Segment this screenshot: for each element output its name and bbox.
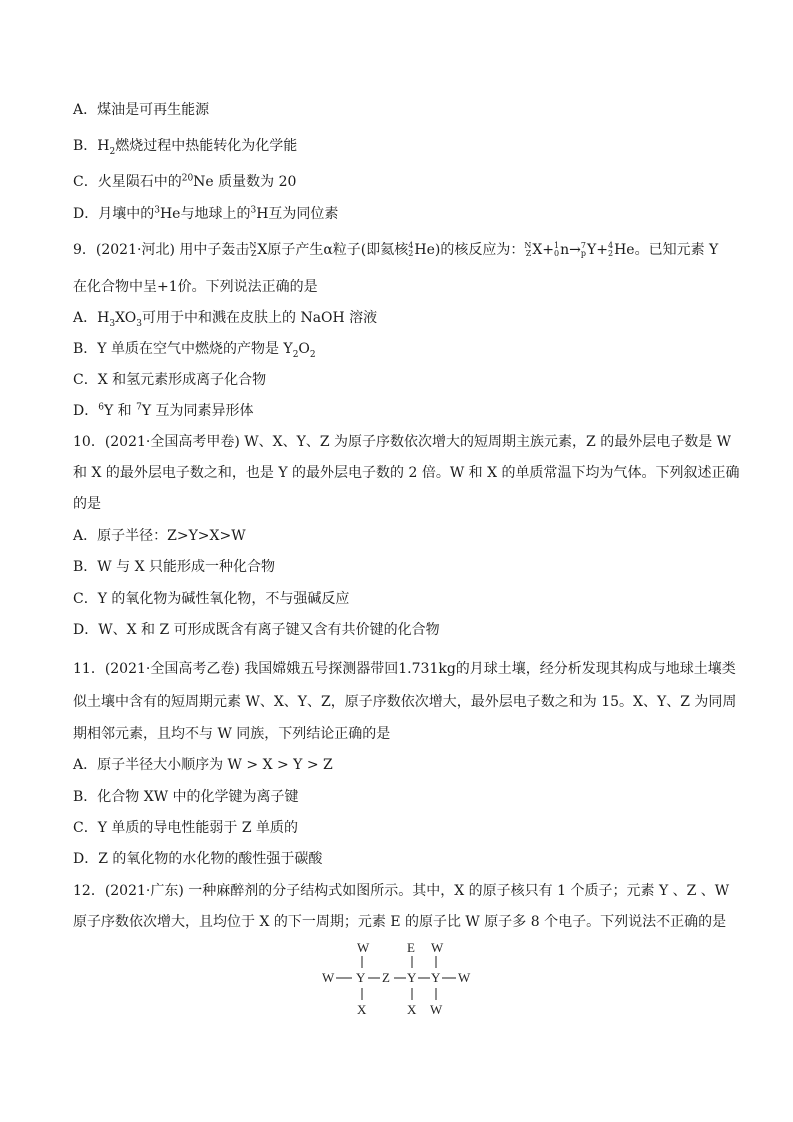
q11-option-a [73, 756, 333, 774]
q9-stem3: )的核反应为： [434, 242, 525, 258]
q9-b-sub1: 2 [292, 349, 299, 360]
q8-d-rest: 互为同位素 [268, 206, 339, 222]
q9-rx-sym: X+ [532, 242, 555, 258]
q8-b-rest: 燃烧过程中热能转化为化学能 [115, 138, 298, 154]
atom-top-w2: W [431, 940, 444, 955]
q9-stem5: 在化合物中呈+1价。下列说法正确的是 [73, 279, 318, 295]
q9-nuc1-sym: X [257, 242, 268, 258]
q8-d-mid: 与地球上的 [180, 206, 251, 222]
q8-b-prefix: B．H [73, 138, 110, 154]
q9-c-text: C．X 和氢元素形成离子化合物 [73, 372, 267, 388]
q10-stem-line2 [73, 464, 740, 482]
q10-d-text: D．W、X 和 Z 可形成既含有离子键又含有共价键的化合物 [73, 622, 440, 638]
q8-c-sym: Ne [193, 174, 214, 190]
q10-stem2: 和 X 的最外层电子数之和，也是 Y 的最外层电子数的 2 倍。W 和 X 的单质常温下均为气体。下列叙述正确 [73, 465, 740, 481]
q8-c-rest: 质量数为 20 [218, 174, 297, 190]
q9-stem-line2 [73, 278, 318, 296]
q9-stem2: 原子产生α粒子(即氦核 [267, 242, 409, 258]
q9-r-y [581, 242, 586, 258]
q9-d-sup2: 7 [136, 402, 142, 413]
q10-stem-line3 [73, 495, 101, 513]
q9-a-sub1: 3 [109, 318, 116, 329]
q9-option-b [73, 340, 316, 358]
q11-stem-line2 [73, 693, 736, 711]
q9-nuclide-he [408, 242, 413, 258]
q8-option-c [73, 173, 296, 191]
q8-d-sym1: He [159, 206, 181, 222]
atom-y1: Y [356, 970, 366, 985]
q11-option-d [73, 850, 322, 868]
q9-b-sub2: 2 [309, 349, 316, 360]
q11-stem1: 11．(2021·全国高考乙卷) 我国嫦娥五号探测器带回1.731kg的月球土壤，经分析发现其构成与地球土壤类 [73, 661, 736, 677]
q10-a-text: A．原子半径：Z>Y>X>W [73, 528, 246, 544]
molecular-structure-diagram [320, 938, 480, 1018]
q10-option-b [73, 558, 275, 576]
q9-ry-top: 7 [580, 241, 586, 250]
atom-top-w1: W [357, 940, 370, 955]
q9-nuclide-x [249, 242, 256, 258]
q10-c-text: C．Y 的氧化物为碱性氧化物，不与强碱反应 [73, 591, 350, 607]
q11-option-c [73, 819, 298, 837]
atom-y2: Y [407, 970, 417, 985]
q11-stem-line3 [73, 725, 390, 743]
q9-rn-sym: n→ [560, 242, 581, 258]
atom-w-right: W [458, 970, 471, 985]
q9-a-mid: XO [115, 310, 137, 326]
q9-stem-line1 [73, 241, 718, 259]
q9-b-mid: O [298, 341, 310, 357]
q9-b-prefix: B．Y 单质在空气中燃烧的产物是 Y [73, 341, 293, 357]
q9-nuc1-top: N [249, 241, 257, 250]
q9-option-c [73, 371, 266, 389]
q9-option-d [73, 402, 254, 420]
q12-stem-line2 [73, 913, 726, 931]
q9-rn-bot: 0 [554, 249, 560, 258]
q9-a-rest: 可用于中和溅在皮肤上的 NaOH 溶液 [142, 310, 378, 326]
q8-b-sub: 2 [109, 146, 116, 157]
q10-stem3: 的是 [73, 496, 101, 512]
q9-stem4: 。已知元素 Y [634, 242, 719, 258]
q12-stem1: 12．(2021·广东) 一种麻醉剂的分子结构式如图所示。其中，X 的原子核只有 1 个质子；元素 Y 、Z 、W [73, 883, 730, 899]
q8-option-d [73, 205, 338, 223]
q9-option-a [73, 309, 377, 327]
q10-option-d [73, 621, 440, 639]
q11-stem2: 似土壤中含有的短周期元素 W、X、Y、Z，原子序数依次增大，最外层电子数之和为 15。X、Y、Z 为同周 [73, 694, 737, 710]
q10-stem-line1 [73, 433, 731, 451]
q11-stem3: 期相邻元素，且均不与 W 同族，下列结论正确的是 [73, 726, 391, 742]
q9-rhe-sym: He [614, 242, 635, 258]
q9-r-he [608, 242, 613, 258]
q9-d-sup1: 6 [98, 402, 104, 413]
q10-option-a [73, 527, 246, 545]
q9-rn-top: 1 [554, 241, 560, 250]
q9-d-mid: Y 和 [103, 403, 137, 419]
q9-a-prefix: A．H [73, 310, 110, 326]
atom-top-e: E [407, 940, 415, 955]
q8-option-a-text: A．煤油是可再生能源 [73, 102, 210, 118]
q12-stem-line1 [73, 882, 729, 900]
q9-he-bot: 2 [408, 249, 414, 258]
q9-he-top: 4 [408, 241, 414, 250]
q11-b-text: B．化合物 XW 中的化学键为离子键 [73, 789, 299, 805]
q11-c-text: C．Y 单质的导电性能弱于 Z 单质的 [73, 820, 299, 836]
q11-a-text: A．原子半径大小顺序为 W > X > Y > Z [73, 757, 333, 773]
q11-d-text: D．Z 的氧化物的水化物的酸性强于碳酸 [73, 851, 323, 867]
q8-d-sup2: 3 [250, 205, 257, 216]
q9-d-prefix: D． [73, 403, 99, 419]
q8-option-a [73, 101, 209, 119]
q8-d-prefix: D．月壤中的 [73, 206, 155, 222]
q8-c-prefix: C．火星陨石中的 [73, 174, 182, 190]
q8-option-b [73, 137, 297, 155]
q9-rx-top: N [524, 241, 532, 250]
q9-rhe-top: 4 [607, 241, 614, 250]
q9-stem1: 9．(2021·河北) 用中子轰击 [73, 242, 250, 258]
q12-stem2: 原子序数依次增大，且均位于 X 的下一周期；元素 E 的原子比 W 原子多 8 个电子。下列说法不正确的是 [73, 914, 727, 930]
q9-rhe-bot: 2 [607, 249, 614, 258]
structure-svg [320, 938, 480, 1018]
q11-option-b [73, 788, 299, 806]
q8-d-sym2: H [256, 206, 269, 222]
q9-a-sub2: 3 [136, 318, 142, 329]
q9-rx-bot: Z [525, 249, 532, 258]
q9-r-n [554, 242, 559, 258]
q9-nuc1-bot: Z [250, 249, 257, 258]
q9-ry-bot: p [580, 249, 586, 258]
q9-he-sym: He [414, 242, 435, 258]
atom-y3: Y [431, 970, 441, 985]
q11-stem-line1 [73, 660, 736, 678]
q9-d-rest: Y 互为同素异形体 [141, 403, 254, 419]
q9-r-x [524, 242, 531, 258]
q10-stem1: 10．(2021·全国高考甲卷) W、X、Y、Z 为原子序数依次增大的短周期主族元素，Z 的最外层电子数是 W [73, 434, 732, 450]
q8-d-sup1: 3 [154, 205, 160, 216]
atom-bot-w: W [430, 1002, 443, 1017]
q10-option-c [73, 590, 349, 608]
q10-b-text: B．W 与 X 只能形成一种化合物 [73, 559, 275, 575]
atom-bot-x1: X [357, 1002, 367, 1017]
atom-w-left: W [322, 970, 335, 985]
q9-ry-sym: Y+ [587, 242, 608, 258]
atom-z: Z [382, 970, 390, 985]
atom-bot-x2: X [407, 1002, 417, 1017]
q8-c-sup: 20 [181, 173, 194, 184]
